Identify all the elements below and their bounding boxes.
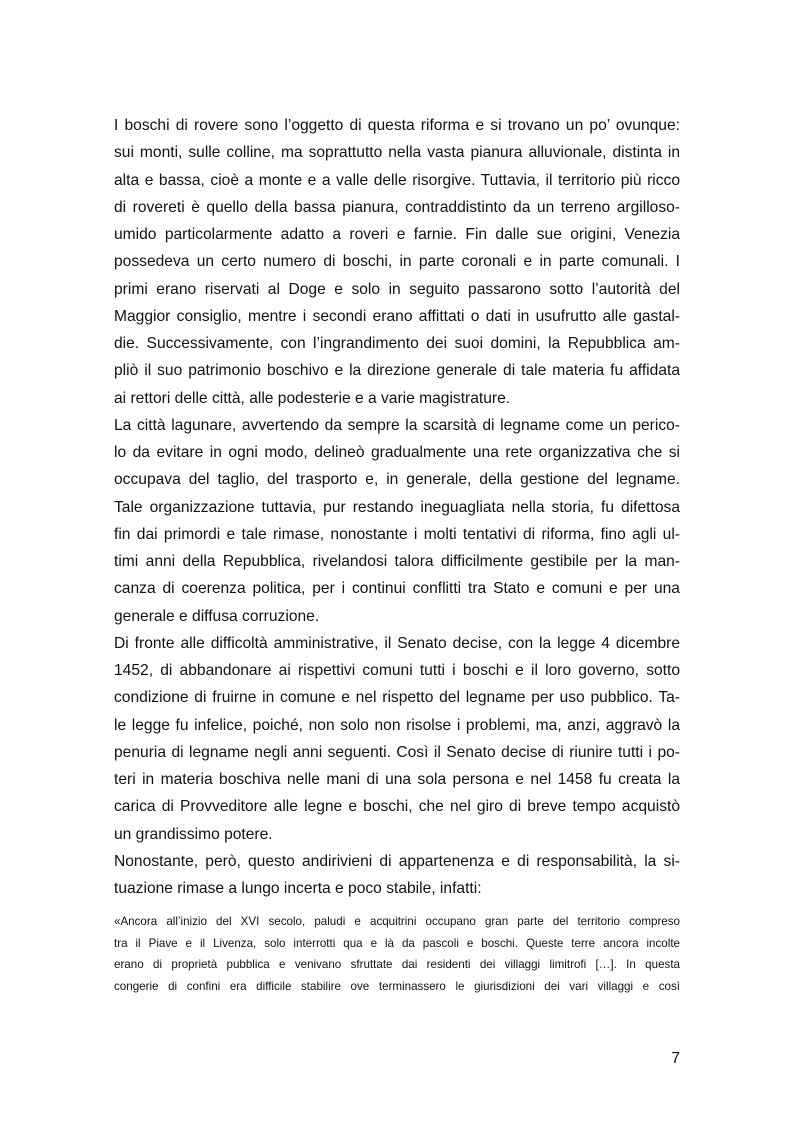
text-line: alta e bassa, cioè a monte e a valle delle risorgive. Tuttavia, il territorio più ricco: [114, 171, 680, 189]
block-quote: [114, 911, 680, 997]
text-line: congerie di confini era difficile stabilire ove terminassero le giurisdizioni dei vari villaggi e così: [114, 979, 680, 993]
text-line: possedeva un certo numero di boschi, in parte coronali e in parte comunali. I: [114, 253, 680, 271]
text-line: umido particolarmente adatto a roveri e farnie. Fin dalle sue origini, Venezia: [114, 226, 680, 243]
text-line: Tale organizzazione tuttavia, pur restando ineguagliata nella storia, fu difettosa: [114, 498, 680, 516]
text-line: «Ancora all’inizio del XVI secolo, paludi e acquitrini occupano gran parte del territorio compreso: [114, 915, 680, 928]
text-line: I boschi di rovere sono l’oggetto di questa riforma e si trovano un po’ ovunque:: [114, 117, 680, 134]
text-line: lo da evitare in ogni modo, delineò gradualmente una rete organizzativa che si: [114, 444, 680, 461]
text-line: timi anni della Repubblica, rivelandosi talora difficilmente gestibile per la man-: [114, 553, 680, 570]
text-line: un grandissimo potere.: [114, 825, 273, 843]
text-line: die. Successivamente, con l’ingrandimento dei suoi domini, la Repubblica am-: [114, 335, 680, 352]
text-line: ai rettori delle città, alle podesterie e a varie magistrature.: [114, 389, 511, 407]
text-line: Di fronte alle difficoltà amministrative, il Senato decise, con la legge 4 dicembre: [114, 634, 680, 652]
text-line: penuria di legname negli anni seguenti. Così il Senato decise di riunire tutti i po-: [114, 743, 680, 761]
text-line: Nonostante, però, questo andirivieni di appartenenza e di responsabilità, la si-: [114, 852, 680, 870]
text-line: 1452, di abbandonare ai rispettivi comuni tutti i boschi e il loro governo, sotto: [114, 662, 680, 679]
text-line: teri in materia boschiva nelle mani di una sola persona e nel 1458 fu creata la: [114, 771, 680, 788]
text-line: canza di coerenza politica, per i continui conflitti tra Stato e comuni e per una: [114, 580, 680, 598]
text-line: Maggior consiglio, mentre i secondi erano affittati o dati in usufrutto alle gastal-: [114, 307, 680, 325]
text-line: primi erano riservati al Doge e solo in seguito passarono sotto l’autorità del: [114, 280, 680, 298]
text-line: generale e diffusa corruzione.: [114, 607, 320, 625]
text-line: fin dai primordi e tale rimase, nonostante i molti tentativi di riforma, fino agli ul-: [114, 525, 680, 543]
text-line: tuazione rimase a lungo incerta e poco stabile, infatti:: [114, 880, 482, 897]
body-text: [114, 112, 680, 902]
text-line: occupava del taglio, del trasporto e, in generale, della gestione del legname.: [114, 471, 680, 489]
text-line: tra il Piave e il Livenza, solo interrotti qua e là da pascoli e boschi. Queste terre ancora incolte: [114, 936, 680, 950]
text-line: le legge fu infelice, poiché, non solo non risolse i problemi, ma, anzi, aggravò la: [114, 716, 680, 734]
text-line: condizione di fruirne in comune e nel rispetto del legname per uso pubblico. Ta-: [114, 689, 680, 707]
text-line: pliò il suo patrimonio boschivo e la direzione generale di tale materia fu affidata: [114, 362, 680, 380]
text-line: di rovereti è quello della bassa pianura, contraddistinto da un terreno argilloso-: [114, 198, 680, 216]
text-line: La città lagunare, avvertendo da sempre la scarsità di legname come un perico-: [114, 416, 680, 434]
text-line: erano di proprietà pubblica e venivano sfruttate dai residenti dei villaggi limitrofi […]. In questa: [114, 958, 680, 971]
page-number: 7: [671, 1050, 680, 1067]
text-line: carica di Provveditore alle legne e boschi, che nel giro di breve tempo acquistò: [114, 798, 680, 816]
text-line: sui monti, sulle colline, ma soprattutto nella vasta pianura alluvionale, distinta in: [114, 144, 680, 162]
